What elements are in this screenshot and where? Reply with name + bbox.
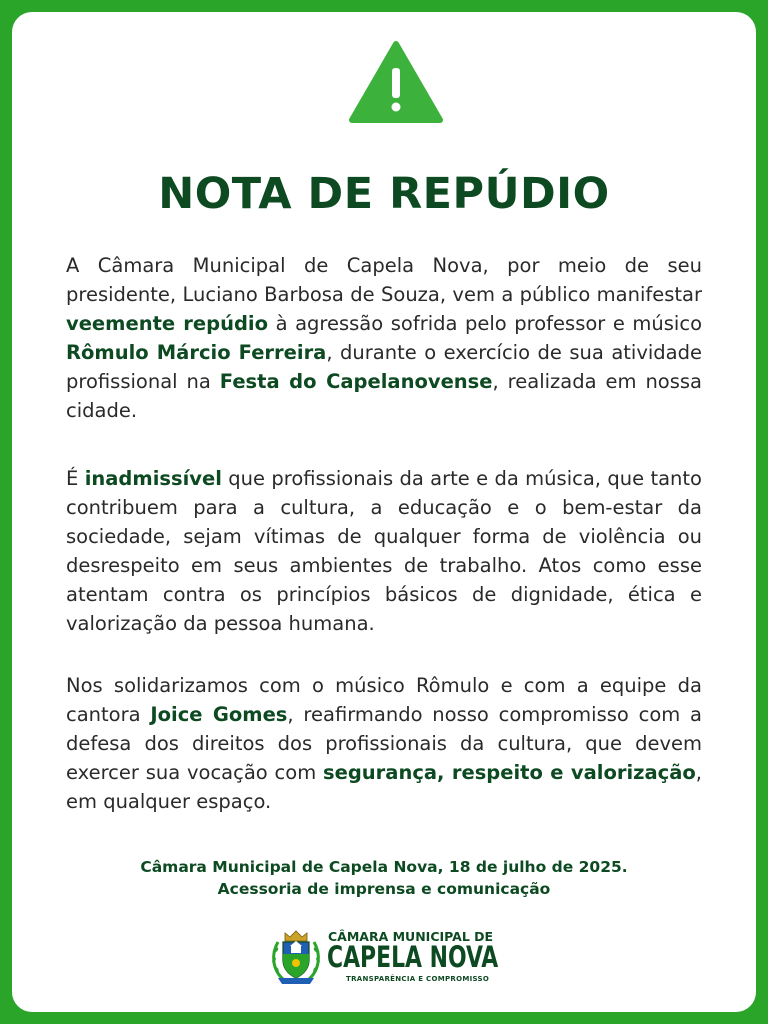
paragraph-text: , realizada em nossa cidade. — [66, 370, 703, 423]
chamber-logo — [270, 928, 502, 988]
emphasis-text: Rômulo Márcio Ferreira — [66, 341, 327, 365]
paragraph-1 — [66, 251, 702, 426]
paragraph-text: à agressão sofrida pelo professor e músico — [268, 312, 703, 336]
signature-department: Acessoria de imprensa e comunicação — [217, 880, 551, 898]
notice-card — [12, 12, 756, 1012]
paragraph-3 — [66, 671, 702, 816]
emphasis-text: inadmissível — [84, 467, 222, 490]
paragraph-text: É — [66, 467, 85, 490]
paragraph-text: que profissionais da arte e da música, que tanto contribuem para a cultura, a educação e o bem-estar da sociedade, sejam vítimas de qualquer forma de violência ou desrespeito em seus ambientes de trabalho. Atos como esse atentam contra os princípios básicos de dignidade, ética e valorização da pessoa humana. — [66, 467, 702, 636]
logo-title-top: CÂMARA MUNICIPAL DE — [328, 929, 494, 944]
paragraph-text: A Câmara Municipal de Capela Nova, por meio de seu presidente, Luciano Barbosa de Souza, vem a público manifestar — [66, 254, 702, 307]
emphasis-text: Festa do Capelanovense — [219, 370, 493, 394]
signature-block — [12, 856, 756, 900]
municipal-crest-icon — [270, 928, 322, 986]
warning-icon — [348, 40, 444, 124]
page-title: NOTA DE REPÚDIO — [158, 169, 610, 219]
paragraph-text: Nos solidarizamos com o músico Rômulo e com a equipe da cantora — [66, 674, 702, 727]
paragraph-text: , durante o exercício de sua atividade profissional na — [66, 341, 702, 394]
logo-tagline: TRANSPARÊNCIA E COMPROMISSO — [346, 975, 490, 983]
logo-title-main: CAPELA NOVA — [327, 940, 499, 974]
emphasis-text: segurança, respeito e valorização — [323, 761, 696, 785]
paragraph-text: , reafirmando nosso compromisso com a defesa dos direitos dos profissionais da cultura, que devem exercer sua vocação com — [66, 703, 702, 785]
paragraph-text: , em qualquer espaço. — [66, 761, 702, 814]
signature-place-date: Câmara Municipal de Capela Nova, 18 de julho de 2025. — [140, 858, 628, 876]
emphasis-text: veemente repúdio — [66, 312, 269, 336]
emphasis-text: Joice Gomes — [150, 703, 288, 727]
paragraph-2 — [66, 464, 702, 639]
